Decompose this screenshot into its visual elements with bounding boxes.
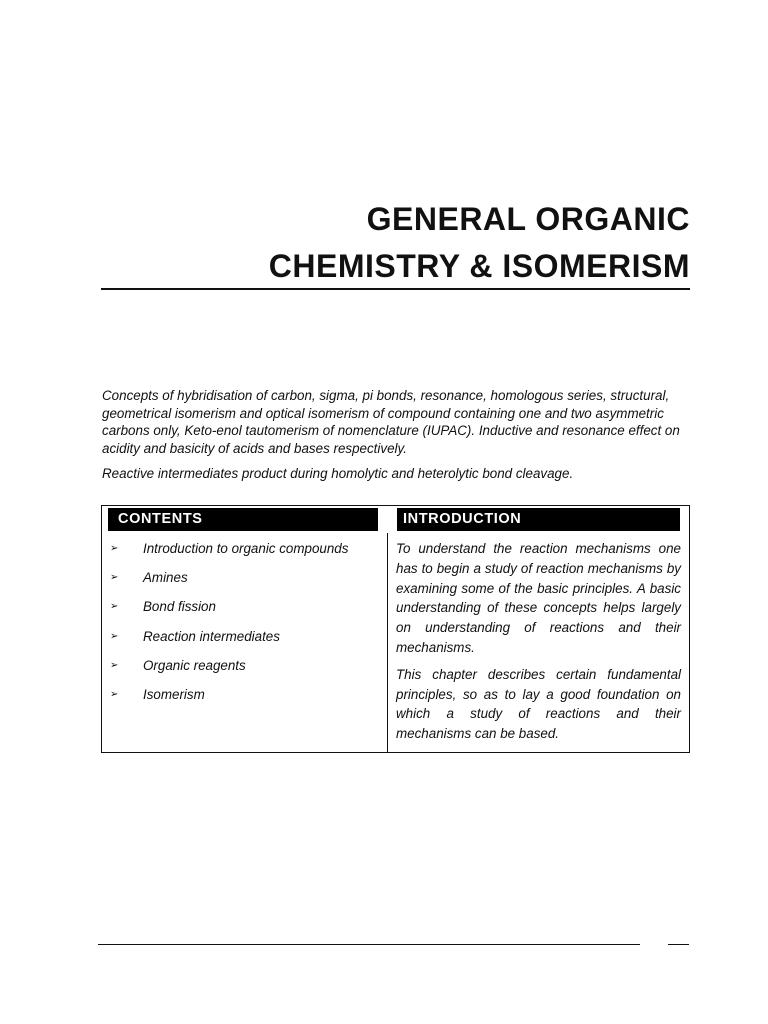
arrow-bullet-icon: ➢ — [110, 630, 119, 642]
chapter-title-line-1: GENERAL ORGANIC — [366, 201, 690, 237]
arrow-bullet-icon: ➢ — [110, 688, 119, 700]
contents-item-label: Reaction intermediates — [143, 628, 280, 644]
introduction-heading: INTRODUCTION — [397, 508, 680, 531]
introduction-paragraph-2: This chapter describes certain fundamental principles, so as to lay a good foundation on which a study of reactions and their mechanisms can be based. — [396, 666, 681, 742]
contents-heading: CONTENTS — [108, 508, 378, 531]
contents-item-label: Introduction to organic compounds — [143, 541, 349, 556]
introduction-text — [396, 539, 681, 744]
list-item — [102, 656, 382, 685]
contents-item-label: Bond fission — [143, 599, 216, 615]
contents-introduction-box — [101, 505, 690, 753]
list-item — [102, 627, 382, 656]
chapter-title — [269, 196, 690, 290]
title-underline — [101, 288, 690, 290]
arrow-bullet-icon: ➢ — [110, 659, 119, 671]
footer-rule — [98, 944, 640, 945]
syllabus-block — [102, 387, 690, 483]
column-divider — [387, 533, 388, 752]
footer-page-marker — [668, 944, 689, 945]
list-item — [102, 568, 382, 597]
arrow-bullet-icon: ➢ — [110, 601, 119, 613]
contents-list — [102, 539, 382, 714]
contents-item-label: Isomerism — [143, 686, 205, 702]
contents-item-label: Organic reagents — [143, 657, 246, 673]
list-item — [102, 685, 382, 714]
list-item — [102, 597, 382, 626]
syllabus-paragraph-2: Reactive intermediates product during homolytic and heterolytic bond cleavage. — [102, 466, 574, 481]
chapter-title-line-2: CHEMISTRY & ISOMERISM — [268, 248, 690, 284]
introduction-paragraph-1: To understand the reaction mechanisms one has to begin a study of reaction mechanisms by examining some of the basic principles. A basic understanding of these concepts helps largely on understanding of reactions and their mechanisms. — [396, 541, 681, 655]
contents-item-label: Amines — [143, 570, 188, 586]
arrow-bullet-icon: ➢ — [110, 572, 119, 584]
list-item — [102, 539, 382, 568]
arrow-bullet-icon: ➢ — [110, 543, 119, 554]
syllabus-paragraph-1: Concepts of hybridisation of carbon, sigma, pi bonds, resonance, homologous series, structural, geometrical isomerism and optical isomerism of compound containing one and two asymmetric carbons only, Keto-enol tautomerism of nomenclature (IUPAC). Inductive and resonance effect on acidity and basicity of acids and bases respectively. — [102, 388, 680, 456]
